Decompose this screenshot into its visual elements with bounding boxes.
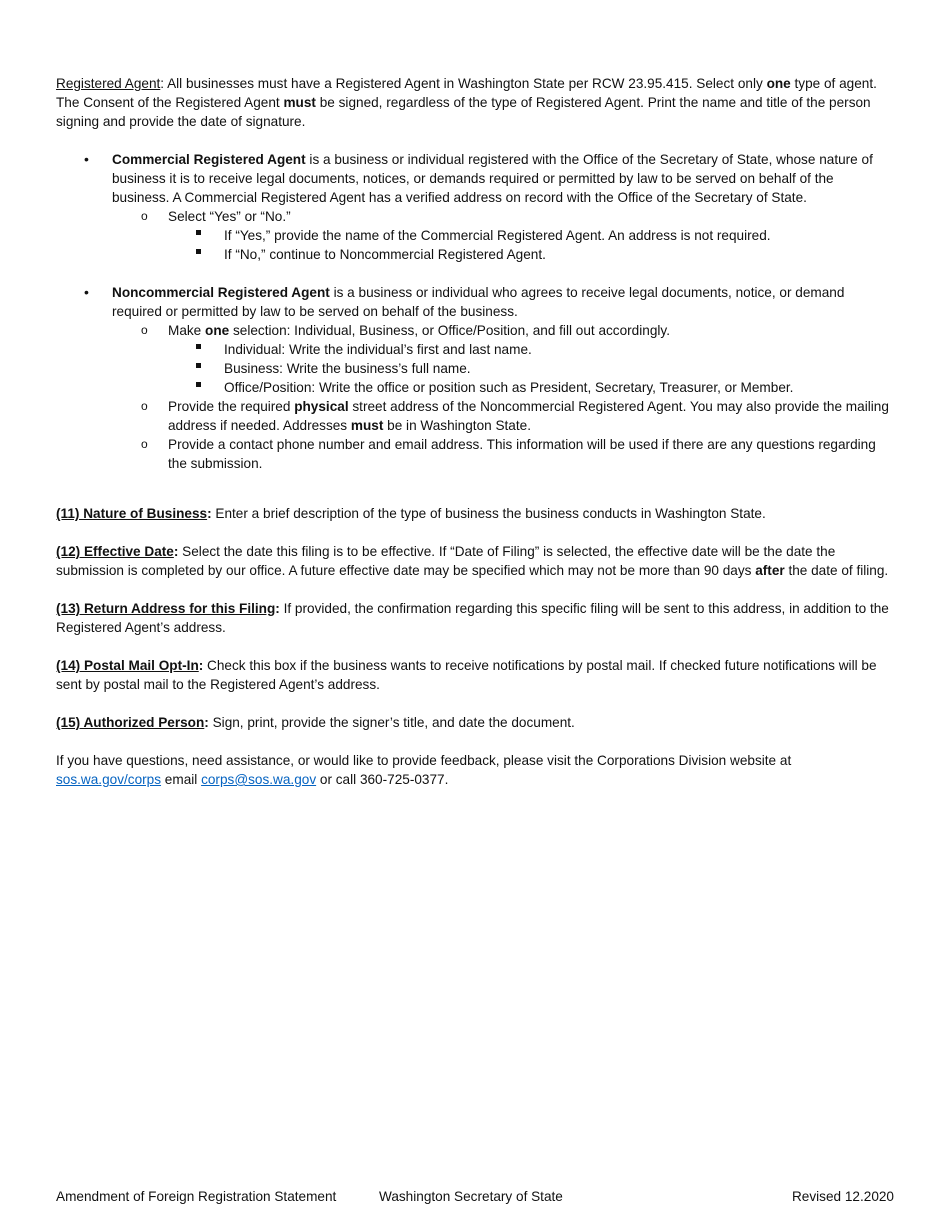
section-15-heading: (15) Authorized Person	[56, 715, 205, 730]
square-bullet-icon	[196, 382, 201, 387]
noncommercial-business-item: Business: Write the business’s full name.	[56, 359, 894, 378]
nature-of-business-paragraph: (11) Nature of Business: Enter a brief description of the type of business the business conducts in Washington State.	[56, 506, 766, 521]
footer-agency: Washington Secretary of State	[379, 1189, 563, 1204]
section-13-heading: (13) Return Address for this Filing	[56, 601, 276, 616]
commercial-no-item: If “No,” continue to Noncommercial Registered Agent.	[56, 245, 894, 264]
section-12-heading: (12) Effective Date	[56, 544, 174, 559]
section-14-heading: (14) Postal Mail Opt-In	[56, 658, 199, 673]
noncommercial-individual-item: Individual: Write the individual’s first and last name.	[56, 340, 894, 359]
registered-agent-heading: Registered Agent	[56, 76, 161, 91]
circle-bullet-icon: o	[141, 399, 148, 413]
noncommercial-contact-item: o Provide a contact phone number and email address. This information will be used if there are any questions regarding the submission.	[141, 437, 876, 471]
commercial-select-item: o Select “Yes” or “No.”	[141, 209, 291, 224]
commercial-agent-title: Commercial Registered Agent	[112, 152, 306, 167]
page-footer	[56, 1187, 894, 1207]
noncommercial-address-item: o Provide the required physical street address of the Noncommercial Registered Agent. You may also provide the mailing address if needed. Addresses must be in Washington State.	[141, 399, 889, 433]
noncommercial-office-item: Office/Position: Write the office or position such as President, Secretary, Treasurer, or Member.	[56, 378, 894, 397]
bullet-icon: •	[84, 284, 89, 300]
noncommercial-make-selection-item: o Make one selection: Individual, Business, or Office/Position, and fill out accordingly.	[141, 323, 670, 338]
noncommercial-agent-item: • Noncommercial Registered Agent is a business or individual who agrees to receive legal documents, notice, or demand required or permitted by law to be served on behalf of the business.	[84, 284, 845, 319]
square-bullet-icon	[196, 363, 201, 368]
effective-date-paragraph: (12) Effective Date: Select the date this filing is to be effective. If “Date of Filing” is selected, the effective date will be the date the submission is completed by our office. A future effective date may be specified which may not be more than 90 days after the date of filing.	[56, 544, 889, 578]
website-link[interactable]: sos.wa.gov/corps	[56, 772, 162, 787]
instructions-page	[56, 74, 894, 789]
registered-agent-paragraph: Registered Agent: All businesses must have a Registered Agent in Washington State per RCW 23.95.415. Select only one type of agent. The Consent of the Registered Agent must be signed, regardless of the type of Registered Agent. Print the name and title of the person signing and provide the date of signature.	[56, 76, 877, 129]
square-bullet-icon	[196, 344, 201, 349]
return-address-paragraph: (13) Return Address for this Filing: If provided, the confirmation regarding this specific filing will be sent to this address, in addition to the Registered Agent’s address.	[56, 601, 889, 635]
square-bullet-icon	[196, 230, 201, 235]
circle-bullet-icon: o	[141, 437, 148, 451]
email-link[interactable]: corps@sos.wa.gov	[201, 772, 317, 787]
circle-bullet-icon: o	[141, 323, 148, 337]
noncommercial-agent-title: Noncommercial Registered Agent	[112, 285, 330, 300]
contact-paragraph: If you have questions, need assistance, or would like to provide feedback, please visit the Corporations Division website at sos.wa.gov/corps email corps@sos.wa.gov or call 360-725-0377.	[56, 753, 792, 787]
footer-form-name: Amendment of Foreign Registration Statement	[56, 1189, 337, 1204]
footer-revised: Revised 12.2020	[791, 1189, 894, 1204]
commercial-agent-item: • Commercial Registered Agent is a business or individual registered with the Office of the Secretary of State, whose nature of business it is to receive legal documents, notices, or demands required or permitted by law to be served on behalf of the business. A Commercial Registered Agent has a verified address on record with the Office of the Secretary of State.	[84, 151, 873, 205]
authorized-person-paragraph: (15) Authorized Person: Sign, print, provide the signer’s title, and date the document.	[56, 715, 575, 730]
commercial-yes-item: If “Yes,” provide the name of the Commercial Registered Agent. An address is not required.	[56, 226, 894, 245]
section-11-heading: (11) Nature of Business	[56, 506, 208, 521]
circle-bullet-icon: o	[141, 209, 148, 223]
bullet-icon: •	[84, 151, 89, 167]
postal-mail-paragraph: (14) Postal Mail Opt-In: Check this box if the business wants to receive notifications by postal mail. If checked future notifications will be sent by postal mail to the Registered Agent’s address.	[56, 658, 877, 692]
square-bullet-icon	[196, 249, 201, 254]
